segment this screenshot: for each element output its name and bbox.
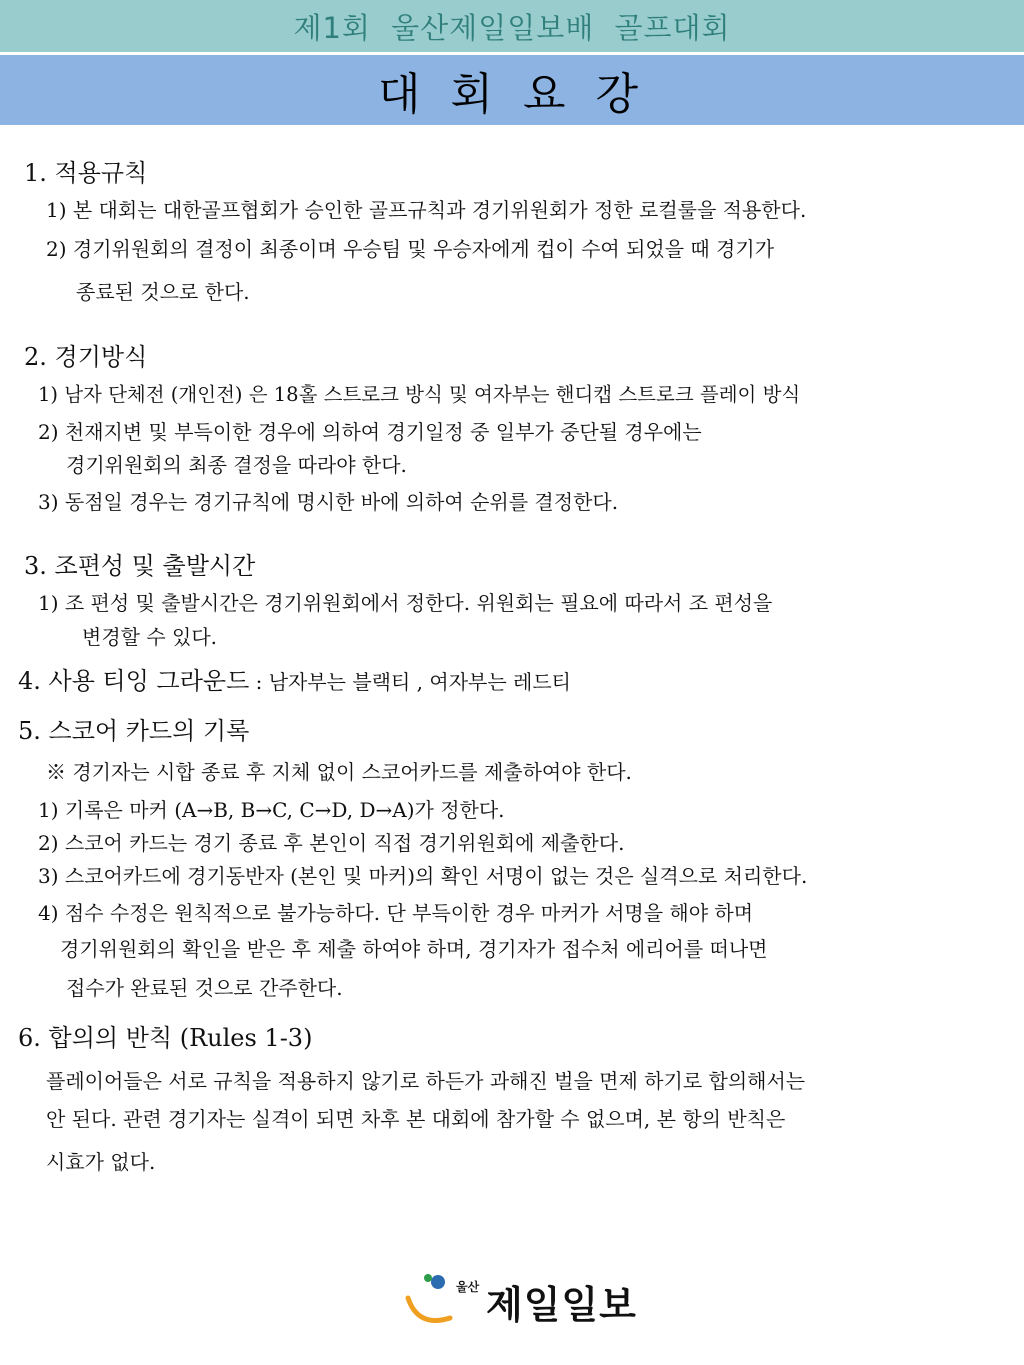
section-1-heading: 1. 적용규칙: [24, 159, 148, 187]
section-6-heading: 6. 합의의 반칙 (Rules 1-3): [18, 1024, 313, 1052]
page-title: 대 회 요 강: [378, 69, 646, 120]
section-4-heading: 4. 사용 티잉 그라운드: [18, 667, 250, 695]
section-4-text: : 남자부는 블랙티 , 여자부는 레드티: [255, 670, 571, 694]
section-5-line-6: 접수가 완료된 것으로 간주한다.: [66, 976, 343, 1000]
newspaper-logo: [400, 1268, 640, 1332]
section-5-note: ※ 경기자는 시합 종료 후 지체 없이 스코어카드를 제출하여야 한다.: [46, 760, 632, 784]
section-5-line-4: 4) 점수 수정은 원칙적으로 불가능하다. 단 부득이한 경우 마커가 서명을 해야 하며: [38, 901, 754, 925]
section-1-line-3: 종료된 것으로 한다.: [76, 280, 250, 304]
section-2-line-1: 1) 남자 단체전 (개인전) 은 18홀 스트로크 방식 및 여자부는 핸디캡 스트로크 플레이 방식: [38, 383, 801, 406]
section-5-line-5: 경기위원회의 확인을 받은 후 제출 하여야 하며, 경기자가 접수처 에리어를 떠나면: [60, 937, 768, 961]
section-1-line-2: 2) 경기위원회의 결정이 최종이며 우승팀 및 우승자에게 컵이 수여 되었을 때 경기가: [46, 237, 775, 261]
section-2-heading: 2. 경기방식: [24, 343, 148, 371]
logo-name: 제일일보: [486, 1283, 637, 1327]
section-2-line-4: 3) 동점일 경우는 경기규칙에 명시한 바에 의하여 순위를 결정한다.: [38, 490, 619, 514]
section-3-heading: 3. 조편성 및 출발시간: [24, 552, 256, 580]
section-4-row: [18, 666, 571, 696]
logo-small-text: 울산: [456, 1280, 480, 1294]
event-subtitle: 제1회 울산제일일보배 골프대회: [293, 10, 731, 45]
logo-green-dot: [424, 1274, 432, 1282]
section-5-line-1: 1) 기록은 마커 (A→B, B→C, C→D, D→A)가 정한다.: [38, 798, 505, 822]
section-6-line-1: 플레이어들은 서로 규칙을 적용하지 않기로 하든가 과해진 벌을 면제 하기로 합의해서는: [46, 1069, 806, 1093]
title-banner: [0, 55, 1024, 125]
logo-swoosh: [408, 1298, 450, 1321]
section-3-line-1: 1) 조 편성 및 출발시간은 경기위원회에서 정한다. 위원회는 필요에 따라서 조 편성을: [38, 591, 773, 615]
section-5-heading: 5. 스코어 카드의 기록: [18, 717, 250, 745]
section-5-line-3: 3) 스코어카드에 경기동반자 (본인 및 마커)의 확인 서명이 없는 것은 실격으로 처리한다.: [38, 864, 808, 888]
logo-blue-dot: [431, 1275, 445, 1289]
section-5-line-2: 2) 스코어 카드는 경기 종료 후 본인이 직접 경기위원회에 제출한다.: [38, 831, 625, 855]
section-1-line-1: 1) 본 대회는 대한골프협회가 승인한 골프규칙과 경기위원회가 정한 로컬룰을 적용한다.: [46, 198, 807, 222]
section-3-line-2: 변경할 수 있다.: [82, 625, 217, 649]
section-6-line-2: 안 된다. 관련 경기자는 실격이 되면 차후 본 대회에 참가할 수 없으며, 본 항의 반칙은: [46, 1107, 786, 1131]
section-6-line-3: 시효가 없다.: [46, 1150, 156, 1174]
section-2-line-3: 경기위원회의 최종 결정을 따라야 한다.: [66, 453, 407, 477]
top-banner: [0, 0, 1024, 52]
section-2-line-2: 2) 천재지변 및 부득이한 경우에 의하여 경기일정 중 일부가 중단될 경우에는: [38, 420, 702, 444]
